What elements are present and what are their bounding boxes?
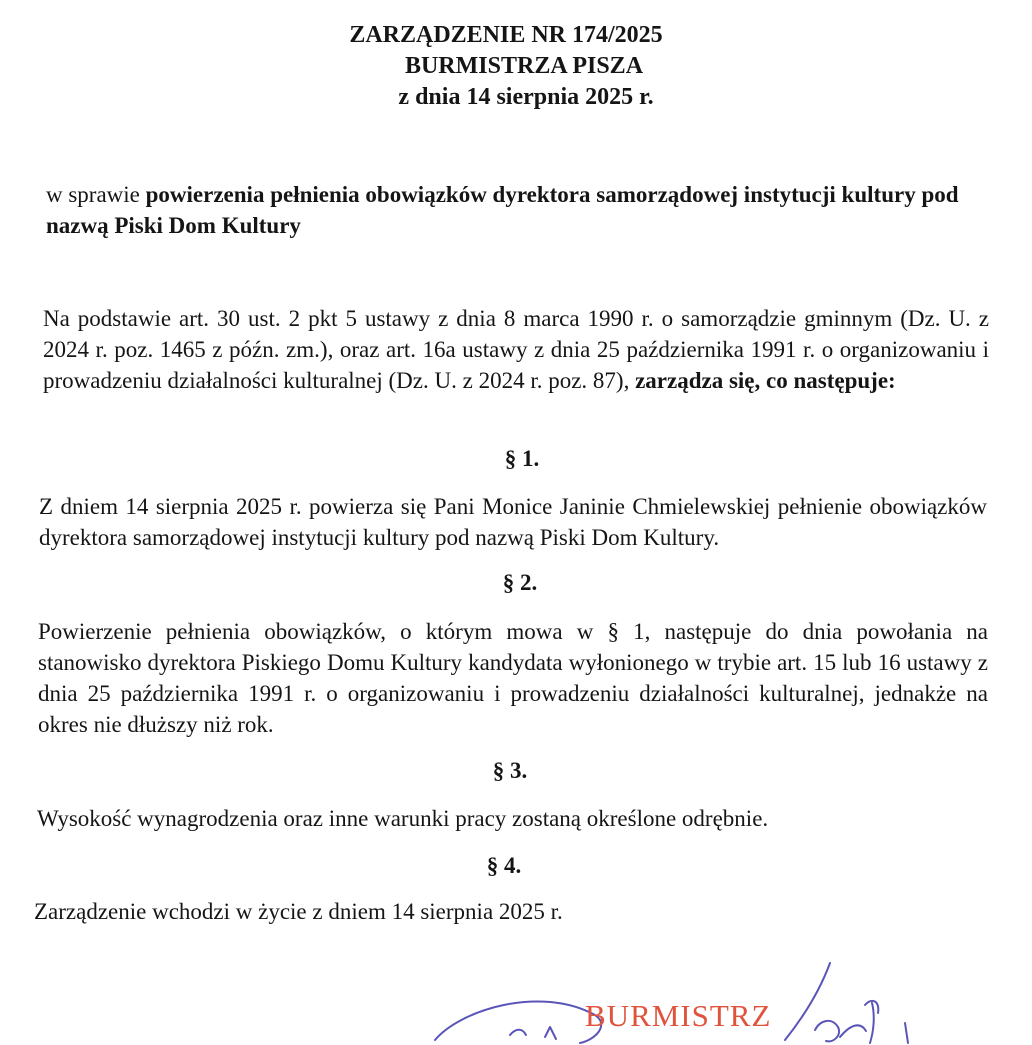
document-issuer: BURMISTRZA PISZA bbox=[404, 53, 644, 79]
document-subject bbox=[46, 179, 996, 241]
subject-prefix: w sprawie bbox=[46, 182, 146, 207]
section-text-4: Zarządzenie wchodzi w życie z dniem 14 sierpnia 2025 r. bbox=[34, 899, 563, 924]
section-heading-4: § 4. bbox=[486, 853, 522, 878]
section-text-3: Wysokość wynagrodzenia oraz inne warunki pracy zostaną określone odrębnie. bbox=[37, 806, 769, 831]
document-date: z dnia 14 sierpnia 2025 r. bbox=[398, 84, 654, 110]
section-heading-1: § 1. bbox=[504, 446, 540, 471]
subject-text: powierzenia pełnienia obowiązków dyrektora samorządowej instytucji kultury pod nazwą Piski Dom Kultury bbox=[46, 182, 959, 238]
legal-basis-resolution: zarządza się, co następuje: bbox=[635, 368, 896, 393]
section-heading-3: § 3. bbox=[492, 758, 528, 783]
section-text-1: Z dniem 14 sierpnia 2025 r. powierza się Pani Monice Janinie Chmielewskiej pełnienie obowiązków dyrektora samorządowej instytucji kultury pod nazwą Piski Dom Kultury. bbox=[39, 494, 987, 550]
official-stamp: BURMISTRZ bbox=[585, 998, 772, 1033]
document-title: ZARZĄDZENIE NR 174/2025 bbox=[349, 22, 663, 48]
section-text-2: Powierzenie pełnienia obowiązków, o którym mowa w § 1, następuje do dnia powołania na stanowisko dyrektora Piskiego Domu Kultury kandydata wyłonionego w trybie art. 15 lub 16 ustawy z dnia 25 października 1991 r. o organizowaniu i prowadzeniu działalności kulturalnej, jednakże na okres nie dłuższy niż rok. bbox=[38, 619, 988, 737]
section-heading-2: § 2. bbox=[502, 570, 538, 595]
legal-basis-text: Na podstawie art. 30 ust. 2 pkt 5 ustawy z dnia 8 marca 1990 r. o samorządzie gminnym (Dz. U. z 2024 r. poz. 1465 z późn. zm.), oraz art. 16a ustawy z dnia 25 października 1991 r. o organizowaniu i prowadzeniu działalności kulturalnej (Dz. U. z 2024 r. poz. 87), bbox=[43, 306, 989, 393]
legal-basis-paragraph bbox=[43, 303, 989, 396]
